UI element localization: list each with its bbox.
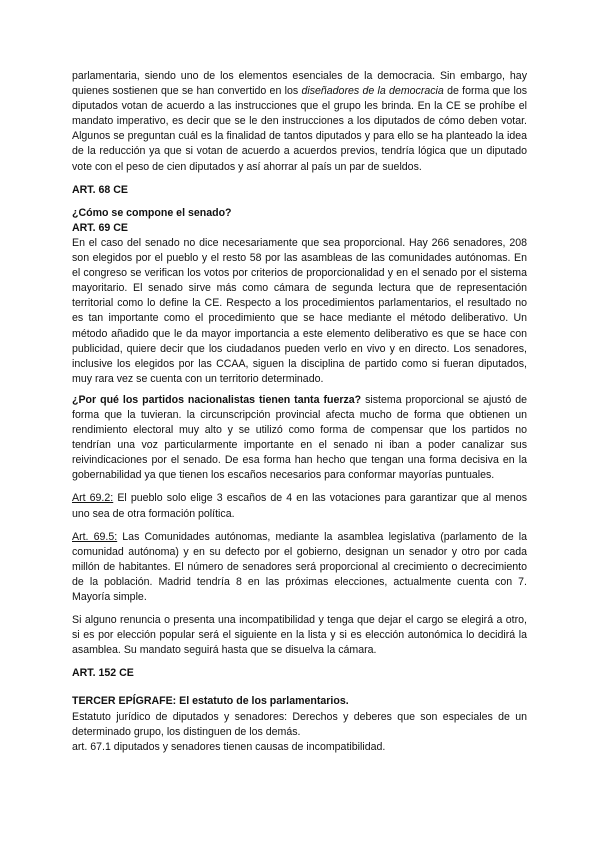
text-span: El pueblo solo elige 3 escaños de 4 en las votaciones para garantizar que al menos uno sea de otra formación política. xyxy=(72,492,528,520)
heading-art69: ART. 69 CE xyxy=(72,221,128,234)
italic-text: diseñadores de la democracia xyxy=(301,85,444,98)
heading-art68: ART. 68 CE xyxy=(72,183,128,196)
heading-tercer-epigrafe: TERCER EPÍGRAFE: El estatuto de los parlamentarios. xyxy=(72,695,349,708)
text-span: parlamentaria, siendo uno de los elementos esenciales de la democracia. Sin embargo, hay quienes sostienen que se han convertido en los xyxy=(72,70,527,98)
article-reference: Art. 69.5: xyxy=(72,530,118,543)
paragraph-diputados xyxy=(72,69,527,175)
text-span: sistema proporcional se ajustó de forma que la tuvieran. la circunscripción provincial afecta mucho de forma que obtienen un rendimiento electoral muy alto y se utilizó como forma de compensar que los partidos no tendrían una voz particularmente importante en el senado ni iban a poder canalizar sus reivindicaciones por el senado. De esa forma han hecho que tengan una forma decisiva en la gobernabilidad ya que tienen los escaños necesarios para conformar mayorías puntuales. xyxy=(72,393,527,482)
text-span: Las Comunidades autónomas, mediante la asamblea legislativa (parlamento de la comunidad autónoma) y en su defecto por el gobierno, designan un senador y otro por cada millón de habitantes. El número de senadores será proporcional al crecimiento o decrecimiento de la población. Madrid tendría 8 en las próximas elecciones, actualmente cuenta con 7. Mayoría simple. xyxy=(72,530,527,603)
text-span: de forma que los diputados votan de acuerdo a las instrucciones que el grupo les brinda. En la CE se prohíbe el mandato imperativo, es decir que se le den instrucciones a los diputados de cómo deben votar. Algunos se preguntan cuál es la finalidad de tantos diputados y para ello se ha planteado la idea de la reducción ya que si votan de acuerdo a acuerdos previos, tendría lógica que un diputado vote con el peso de cien diputados y así ahorrar al país un par de sueldos. xyxy=(72,85,528,173)
paragraph-nacionalistas xyxy=(72,393,527,484)
bold-question: ¿Por qué los partidos nacionalistas tienen tanta fuerza? xyxy=(72,393,362,406)
page-content xyxy=(72,69,527,755)
heading-art152: ART. 152 CE xyxy=(72,667,134,680)
paragraph-art69-2 xyxy=(72,491,527,521)
paragraph-estatuto: Estatuto jurídico de diputados y senadores: Derechos y deberes que son especiales de un determinado grupo, los distinguen de los demás. xyxy=(72,710,527,738)
paragraph-senado: En el caso del senado no dice necesariamente que sea proporcional. Hay 266 senadores, 208 son elegidos por el pueblo y el resto 58 por las asambleas de las comunidades autónomas. En el congreso se verifican los votos por criterios de proporcionalidad y en el senado por el sistema mayoritario. El senado sirve más como cámara de segunda lectura que de representación territorial como lo define la CE. Respecto a los procedimientos parlamentarios, el resultado no es tan importante como el procedimiento que se hace mediante el método deliberativo. Un método añadido que le da mayor importancia a este elemento deliberativo es que se hace con publicidad, quiere decir que los ciudadanos pueden verlo en vivo y en directo. Los senadores, inclusive los elegidos por las CCAA, siguen la disciplina de partido como si fueran diputados, muy rara vez se cuenta con un territorio determinado. xyxy=(72,236,527,385)
heading-question-senado: ¿Cómo se compone el senado? xyxy=(72,206,232,219)
paragraph-renuncia: Si alguno renuncia o presenta una incompatibilidad y tenga que dejar el cargo se elegirá a otro, si es por elección popular será el siguiente en la lista y si es elección autonómica lo decidirá la asamblea. Su mandato seguirá hasta que se disuelva la cámara. xyxy=(72,614,527,657)
paragraph-art69-5 xyxy=(72,530,527,605)
article-reference: Art 69.2: xyxy=(72,492,114,505)
paragraph-art67: art. 67.1 diputados y senadores tienen causas de incompatibilidad. xyxy=(72,740,386,753)
